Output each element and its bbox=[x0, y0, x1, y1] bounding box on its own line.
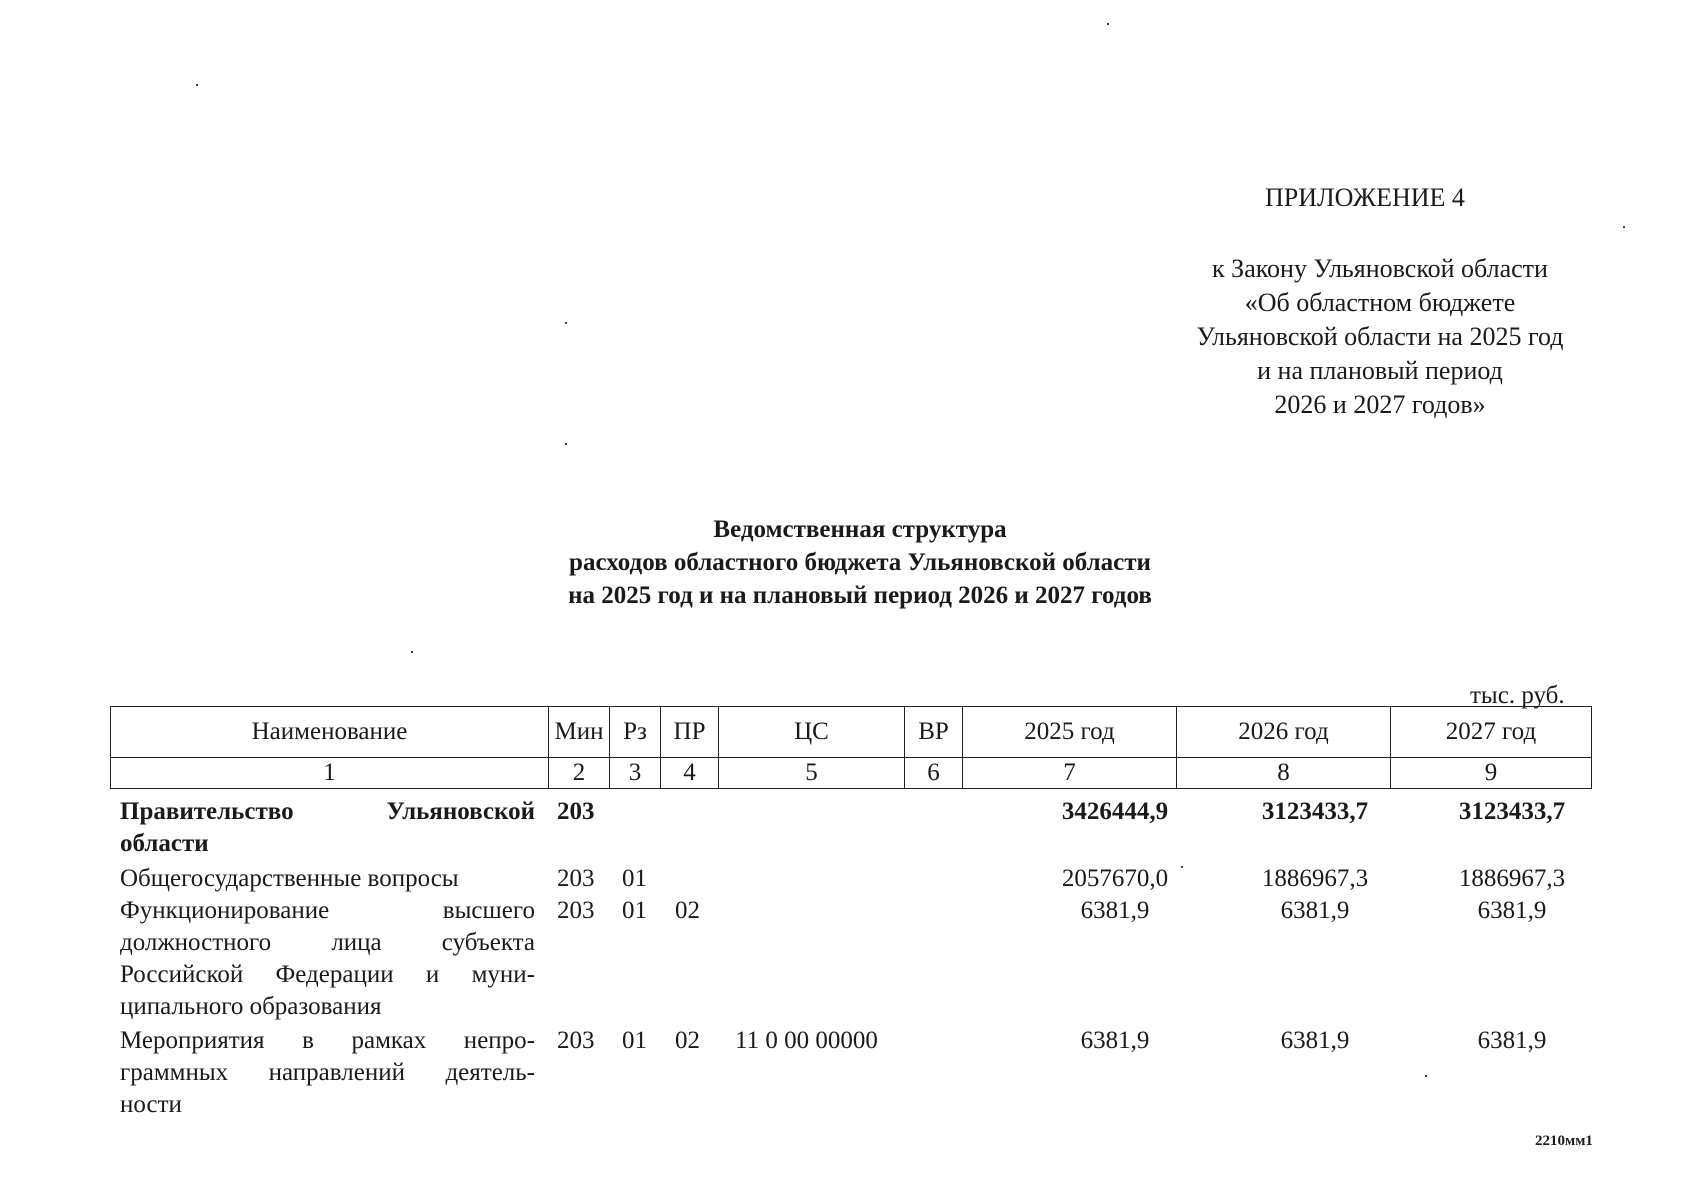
column-number: 3 bbox=[610, 758, 661, 789]
row-name bbox=[120, 796, 535, 860]
header-pr: ПР bbox=[661, 707, 719, 758]
row-2026: 1886967,3 bbox=[1261, 865, 1369, 892]
row-name-line: должностного лица субъекта bbox=[120, 929, 535, 956]
law-line: Ульяновской области на 2025 год bbox=[1196, 322, 1564, 351]
law-reference bbox=[1160, 252, 1600, 422]
row-2027: 1886967,3 bbox=[1458, 865, 1566, 892]
scan-speck bbox=[1181, 866, 1183, 868]
column-number: 7 bbox=[963, 758, 1177, 789]
row-2025: 3426444,9 bbox=[1061, 798, 1169, 825]
row-name-line: Российской Федерации и муни- bbox=[120, 961, 535, 988]
units-label: тыс. руб. bbox=[1470, 682, 1565, 709]
row-2026: 6381,9 bbox=[1280, 1027, 1350, 1054]
column-number: 8 bbox=[1177, 758, 1391, 789]
row-name-line: Мероприятия в рамках непро- bbox=[120, 1027, 535, 1054]
scan-speck bbox=[196, 84, 198, 86]
row-name-line: Общегосударственные вопросы bbox=[120, 865, 459, 892]
page-code: 2210мм1 bbox=[1535, 1133, 1593, 1149]
header-row bbox=[111, 707, 1592, 758]
column-number: 5 bbox=[719, 758, 905, 789]
column-number: 9 bbox=[1391, 758, 1592, 789]
column-number: 6 bbox=[905, 758, 963, 789]
title-line: на 2025 год и на плановый период 2026 и 2027 годов bbox=[568, 582, 1152, 609]
row-name bbox=[120, 895, 535, 1023]
header-cs: ЦС bbox=[719, 707, 905, 758]
scan-speck bbox=[565, 443, 567, 445]
law-line: «Об областном бюджете bbox=[1244, 288, 1516, 317]
row-2026: 6381,9 bbox=[1280, 897, 1350, 924]
row-2025: 6381,9 bbox=[1080, 1027, 1150, 1054]
row-2027: 3123433,7 bbox=[1458, 798, 1566, 825]
row-2026: 3123433,7 bbox=[1261, 798, 1369, 825]
column-number: 2 bbox=[549, 758, 610, 789]
scan-speck bbox=[565, 322, 567, 324]
row-name-line: ципального образования bbox=[120, 993, 382, 1020]
header-rz: Рз bbox=[610, 707, 661, 758]
header-vr: ВР bbox=[905, 707, 963, 758]
annex-title: ПРИЛОЖЕНИЕ 4 bbox=[1265, 183, 1465, 212]
row-2025: 2057670,0 bbox=[1061, 865, 1169, 892]
row-2025: 6381,9 bbox=[1080, 897, 1150, 924]
header-2027: 2027 год bbox=[1391, 707, 1592, 758]
row-2027: 6381,9 bbox=[1477, 897, 1547, 924]
header-name: Наименование bbox=[111, 707, 549, 758]
scan-speck bbox=[1425, 1075, 1427, 1077]
row-rz: 01 bbox=[622, 897, 647, 924]
row-cs: 11 0 00 00000 bbox=[735, 1027, 878, 1054]
row-pr: 02 bbox=[675, 1027, 700, 1054]
header-2026: 2026 год bbox=[1177, 707, 1391, 758]
law-line: и на плановый период bbox=[1257, 356, 1503, 385]
row-name-line: Функционирование высшего bbox=[120, 897, 535, 924]
title-line: Ведомственная структура bbox=[713, 516, 1007, 543]
row-name bbox=[120, 1025, 535, 1121]
row-2027: 6381,9 bbox=[1477, 1027, 1547, 1054]
row-rz: 01 bbox=[622, 1027, 647, 1054]
document-title bbox=[420, 513, 1300, 612]
title-line: расходов областного бюджета Ульяновской области bbox=[569, 549, 1151, 576]
scan-speck bbox=[1623, 226, 1625, 228]
law-line: 2026 и 2027 годов» bbox=[1274, 390, 1486, 419]
law-line: к Закону Ульяновской области bbox=[1212, 254, 1548, 283]
column-number: 1 bbox=[111, 758, 549, 789]
scan-speck bbox=[411, 651, 413, 653]
scan-speck bbox=[1107, 23, 1109, 25]
column-number: 4 bbox=[661, 758, 719, 789]
row-rz: 01 bbox=[622, 865, 647, 892]
row-min: 203 bbox=[557, 798, 595, 825]
row-min: 203 bbox=[557, 897, 595, 924]
header-2025: 2025 год bbox=[963, 707, 1177, 758]
row-min: 203 bbox=[557, 865, 595, 892]
row-pr: 02 bbox=[675, 897, 700, 924]
row-min: 203 bbox=[557, 1027, 595, 1054]
row-name-line: Правительство Ульяновской bbox=[120, 798, 535, 825]
row-name-line: области bbox=[120, 830, 209, 857]
row-name bbox=[120, 863, 535, 895]
table-header bbox=[110, 706, 1592, 789]
row-name-line: ности bbox=[120, 1091, 182, 1118]
column-number-row bbox=[111, 758, 1592, 789]
row-name-line: граммных направлений деятель- bbox=[120, 1059, 535, 1086]
header-min: Мин bbox=[549, 707, 610, 758]
